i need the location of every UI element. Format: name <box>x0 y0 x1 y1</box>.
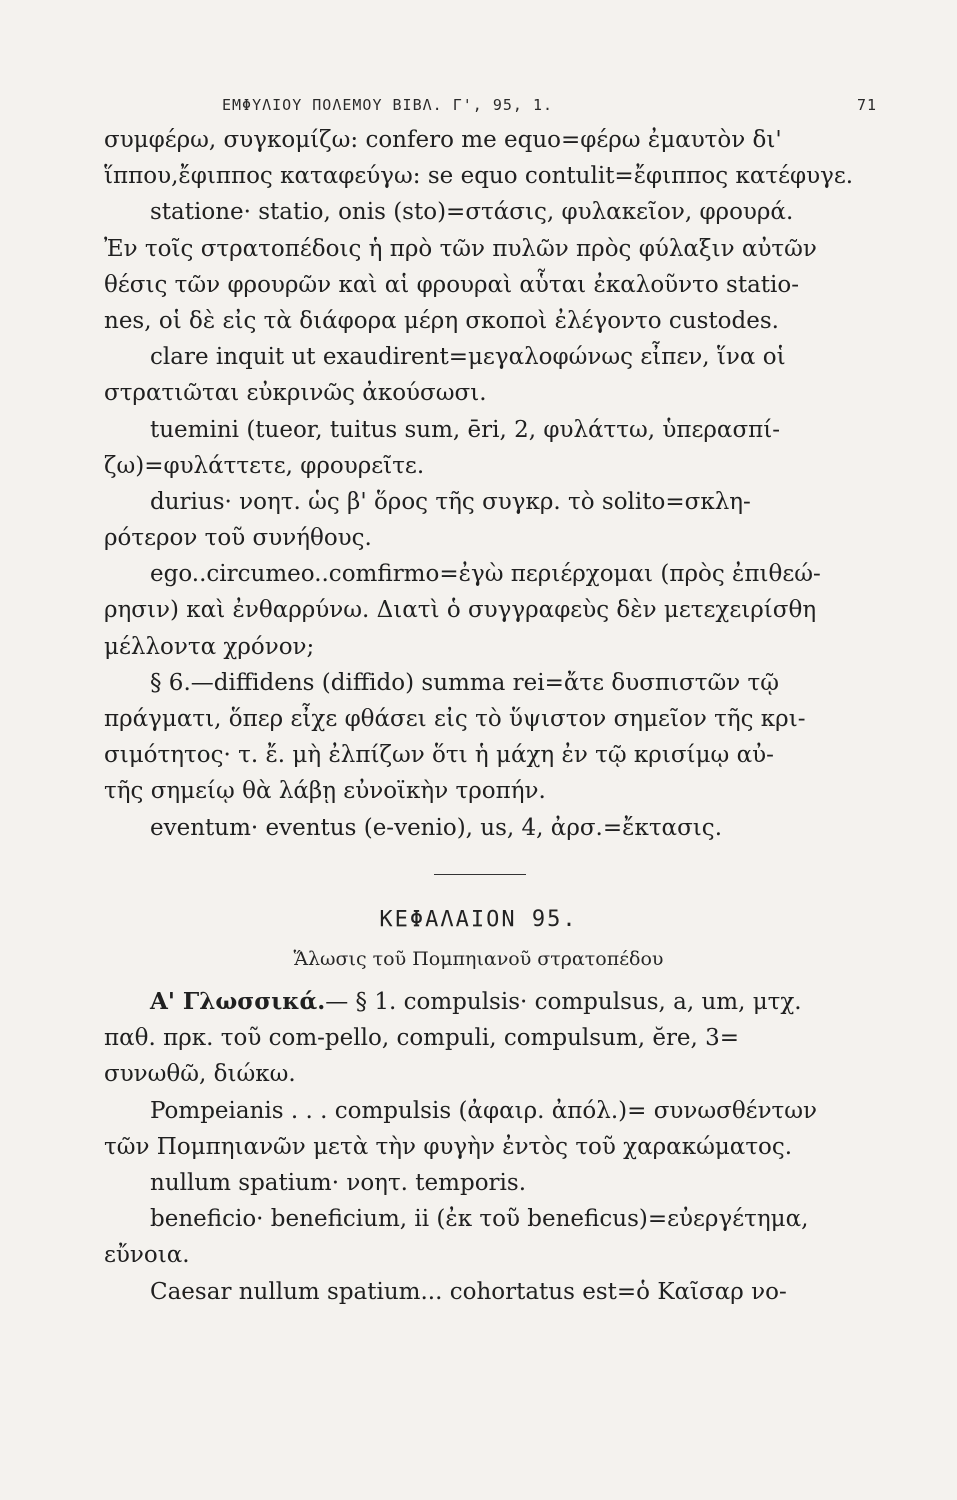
text-line: nullum spatium· νοητ. temporis. <box>150 1169 527 1196</box>
text-line: ρότερον τοῦ συνήθους. <box>104 525 372 552</box>
text-line: συμφέρω, συγκομίζω: confero me equo=φέρω ἐμαυτὸν δι' <box>104 127 782 153</box>
text-line: ego..circumeo..comfirmo=ἐγὼ περιέρχομαι (πρὸς ἐπιθεώ- <box>150 561 821 588</box>
text-line: ζω)=φυλάττετε, φρουρεῖτε. <box>104 452 425 479</box>
section-divider <box>434 874 526 875</box>
text-line: statione· statio, onis (sto)=στάσις, φυλακεῖον, φρουρά. <box>150 199 794 226</box>
text-line: Pompeianis . . . compulsis (ἀφαιρ. ἀπόλ.)= συνωσθέντων <box>150 1097 818 1124</box>
text-line: μέλλοντα χρόνον; <box>104 633 315 660</box>
text-line: § 6.—diffidens (diffido) summa rei=ἄτε δυσπιστῶν τῷ <box>150 669 779 696</box>
chapter-heading: ΚΕΦΑΛΑΙΟΝ 95. <box>379 907 578 932</box>
running-header <box>222 96 877 114</box>
chapter-subtitle: Ἅλωσις τοῦ Πομπηιανοῦ στρατοπέδου <box>293 948 664 970</box>
text-line: clare inquit ut exaudirent=μεγαλοφώνως εἶπεν, ἵνα οἱ <box>150 344 786 371</box>
commentary-block-bottom <box>104 984 862 1310</box>
text-line: durius· νοητ. ὡς β' ὅρος τῆς συγκρ. τὸ solito=σκλη- <box>150 488 751 515</box>
text-line: Ἐν τοῖς στρατοπέδοις ἡ πρὸ τῶν πυλῶν πρὸς φύλαξιν αὐτῶν <box>104 235 817 262</box>
commentary-block-top <box>104 122 862 846</box>
section-lead: Α' Γλωσσικά. <box>150 988 326 1015</box>
text-line: eventum· eventus (e-venio), us, 4, ἀρσ.=ἔκτασις. <box>150 814 723 841</box>
text-line: τῶν Πομπηιανῶν μετὰ τὴν φυγὴν ἐντὸς τοῦ χαρακώματος. <box>104 1133 793 1160</box>
text-line: ἵππου,ἔφιππος καταφεύγω: se equo contulit=ἔφιππος κατέφυγε. <box>104 163 854 190</box>
header-title: ΕΜΦΥΛΙΟΥ ΠΟΛΕΜΟΥ ΒΙΒΛ. Γ', 95, 1. <box>222 96 554 114</box>
text-line: nes, οἱ δὲ εἰς τὰ διάφορα μέρη σκοποὶ ἐλέγοντο custodes. <box>104 307 779 334</box>
text-line <box>104 984 862 1020</box>
text-line: Caesar nullum spatium... cohortatus est=ὁ Καῖσαρ νο- <box>150 1278 787 1305</box>
text-line: θέσις τῶν φρουρῶν καὶ αἱ φρουραὶ αὗται ἐκαλοῦντο statio- <box>104 271 799 298</box>
text-line: beneficio· beneficium, ii (ἐκ τοῦ beneficus)=εὐεργέτημα, <box>150 1206 809 1233</box>
text-line: σιμότητος· τ. ἔ. μὴ ἐλπίζων ὅτι ἡ μάχη ἐν τῷ κρισίμῳ αὐ- <box>104 742 774 769</box>
text-line-rest: — § 1. compulsis· compulsus, a, um, μτχ. <box>325 989 802 1015</box>
text-line: συνωθῶ, διώκω. <box>104 1061 296 1088</box>
text-line: πράγματι, ὅπερ εἶχε φθάσει εἰς τὸ ὕψιστον σημεῖον τῆς κρι- <box>104 706 806 732</box>
page-number: 71 <box>856 96 877 114</box>
text-line: εὔνοια. <box>104 1242 190 1269</box>
text-line: τῆς σημείῳ θὰ λάβῃ εὐνοϊκὴν τροπήν. <box>104 778 546 805</box>
text-line: ρησιν) καὶ ἐνθαρρύνω. Διατὶ ὁ συγγραφεὺς δὲν μετεχειρίσθη <box>104 597 817 624</box>
text-line: παθ. πρκ. τοῦ com-pello, compuli, compulsum, ĕre, 3= <box>104 1025 740 1052</box>
text-line: tuemini (tueor, tuitus sum, ēri, 2, φυλάττω, ὑπερασπί- <box>150 416 781 443</box>
text-line: στρατιῶται εὐκρινῶς ἀκούσωσι. <box>104 380 487 407</box>
